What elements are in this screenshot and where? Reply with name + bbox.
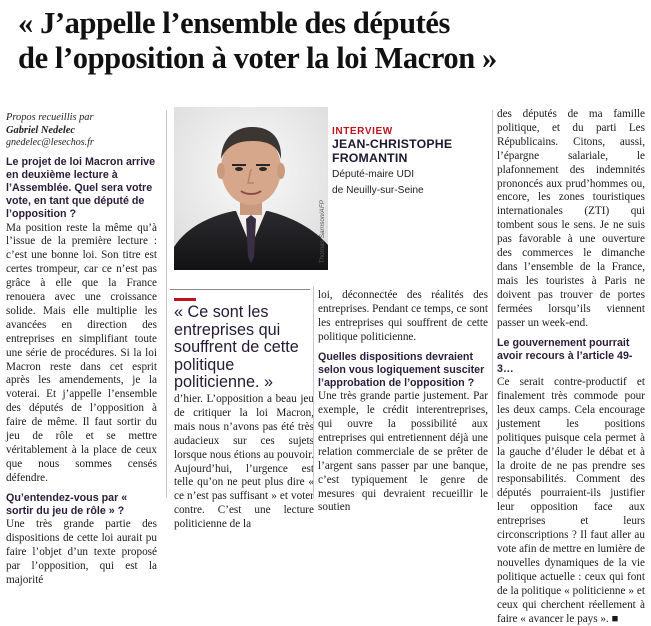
interview-box <box>332 126 492 197</box>
column-4 <box>497 108 645 626</box>
end-mark: ■ <box>611 612 619 625</box>
column-2 <box>174 393 314 532</box>
answer-2: Une très grande partie des dispositions de cette loi aurait pu faire l’objet d’un texte proposé par l’opposition, qui est la majorité <box>6 518 157 586</box>
question-1: Le projet de loi Macron arrive en deuxième lecture à l’Assemblée. Quel sera votre vote, en tant que député de l’opposition ? <box>6 155 156 221</box>
byline-email: gnedelec@lesechos.fr <box>6 137 94 148</box>
answer-2-end: loi, déconnectée des réalités des entreprises. Pendant ce temps, ce sont les entreprises qui souffrent de cette politique politicienne. <box>318 289 488 343</box>
answer-3-cont: des députés de ma famille politique, et du parti Les Républicains. Citons, aussi, l’épargne salariale, le plafonnement des indemnités prononcés aux prud’hommes ou, encore, les zones touristiques internationales (ZTI) qui tombent sous le sens. Je ne suis pas favorable à une ouverture des commerces le dimanche dans l’ensemble de la France, mais les touristes à Paris ne doivent pas trouver de portes fermées lorsqu’ils viennent passer un week-end. <box>497 108 645 329</box>
pull-quote-rule <box>170 289 310 290</box>
byline-author: Gabriel Nedelec <box>6 124 75 136</box>
headline-line-2: de l’opposition à voter la loi Macron » <box>18 41 497 75</box>
pull-quote-text: « Ce sont les entreprises qui souffrent de cette politique politicienne. » <box>174 303 299 392</box>
question-4: Le gouvernement pourrait avoir recours à l’article 49-3… <box>497 336 633 375</box>
headline <box>18 6 638 76</box>
answer-4-text: Ce serait contre-productif et finalement très commode pour les deux camps. Cela encourage justement les positions politiques puisque cela permet à la gauche d’éluder le débat et à la droite de ne pas prendre ses responsabilités. Comment des députés pourraient-ils justifier leur opposition face aux entreprises et leurs circonscriptions ? Il faut aller au vote afin de mettre en lumière de nouvelles dynamiques de la vie politique actuelle : ceux qui font de la politique « politicienne » et ceux qui cherchent réellement à faire « avancer le pays ». <box>497 376 645 625</box>
interviewee-name-1: JEAN-CHRISTOPHE <box>332 137 453 151</box>
question-3: Quelles dispositions devraient selon vous logiquement susciter l’approbation de l’opposition ? <box>318 350 485 390</box>
question-2: Qu’entendez-vous par « sortir du jeu de rôle » ? <box>6 491 128 517</box>
answer-1: Ma position reste la même qu’à l’issue de la première lecture : c’est une bonne loi. Son titre est certes trompeur, car ce n’est pas grâce à elle que la France renouera avec une croissance solide. Mais elle multiplie les avancées en direction des entreprises en simplifiant toute une série de procédures. Si la loi Macron reste dans cet esprit après les amendements, je la voterai. Et j’appelle l’ensemble des députés de l’opposition à faire de même. Il faut sortir du jeu de rôle et se mettre véritablement à la place de ceux que nous sommes censés défendre. <box>6 221 157 484</box>
column-divider-3 <box>492 110 493 498</box>
photo-credit: Thomas Samson/AFP <box>319 200 326 264</box>
byline-intro: Propos recueillis par <box>6 112 94 123</box>
interviewee-role-2: de Neuilly-sur-Seine <box>332 185 424 196</box>
pull-quote-accent <box>174 298 196 301</box>
headline-line-1: « J’appelle l’ensemble des députés <box>18 6 451 40</box>
column-3 <box>318 289 488 515</box>
column-divider-2 <box>313 286 314 498</box>
answer-4 <box>497 376 645 626</box>
answer-3: Une très grande partie justement. Par exemple, le crédit interentreprises, qui ouvre la possibilité aux entreprises qui entretiennent déjà une relation commerciale de se prêter de l’argent sans passer par une banque, c’est typiquement le genre de mesures qui devraient recueillir le soutien <box>318 390 488 514</box>
portrait-illustration <box>174 107 328 270</box>
interviewee-role-1: Député-maire UDI <box>332 169 415 180</box>
column-1 <box>6 112 157 588</box>
interview-kicker: INTERVIEW <box>332 126 393 137</box>
interviewee-name-2: FROMANTIN <box>332 151 408 165</box>
byline <box>6 112 157 150</box>
answer-2-cont: d’hier. L’opposition a beau jeu de critiquer la loi Macron, mais nous n’avons pas été très audacieux sur ces sujets lorsque nous étions au pouvoir. Aujourd’hui, l’urgence est telle qu’on ne peut plus dire « ce n’est pas suffisant » et voter contre. C’est une lecture politicienne de la <box>174 393 314 531</box>
column-divider-1 <box>166 110 167 498</box>
portrait-photo <box>174 107 328 270</box>
pull-quote <box>174 292 306 392</box>
